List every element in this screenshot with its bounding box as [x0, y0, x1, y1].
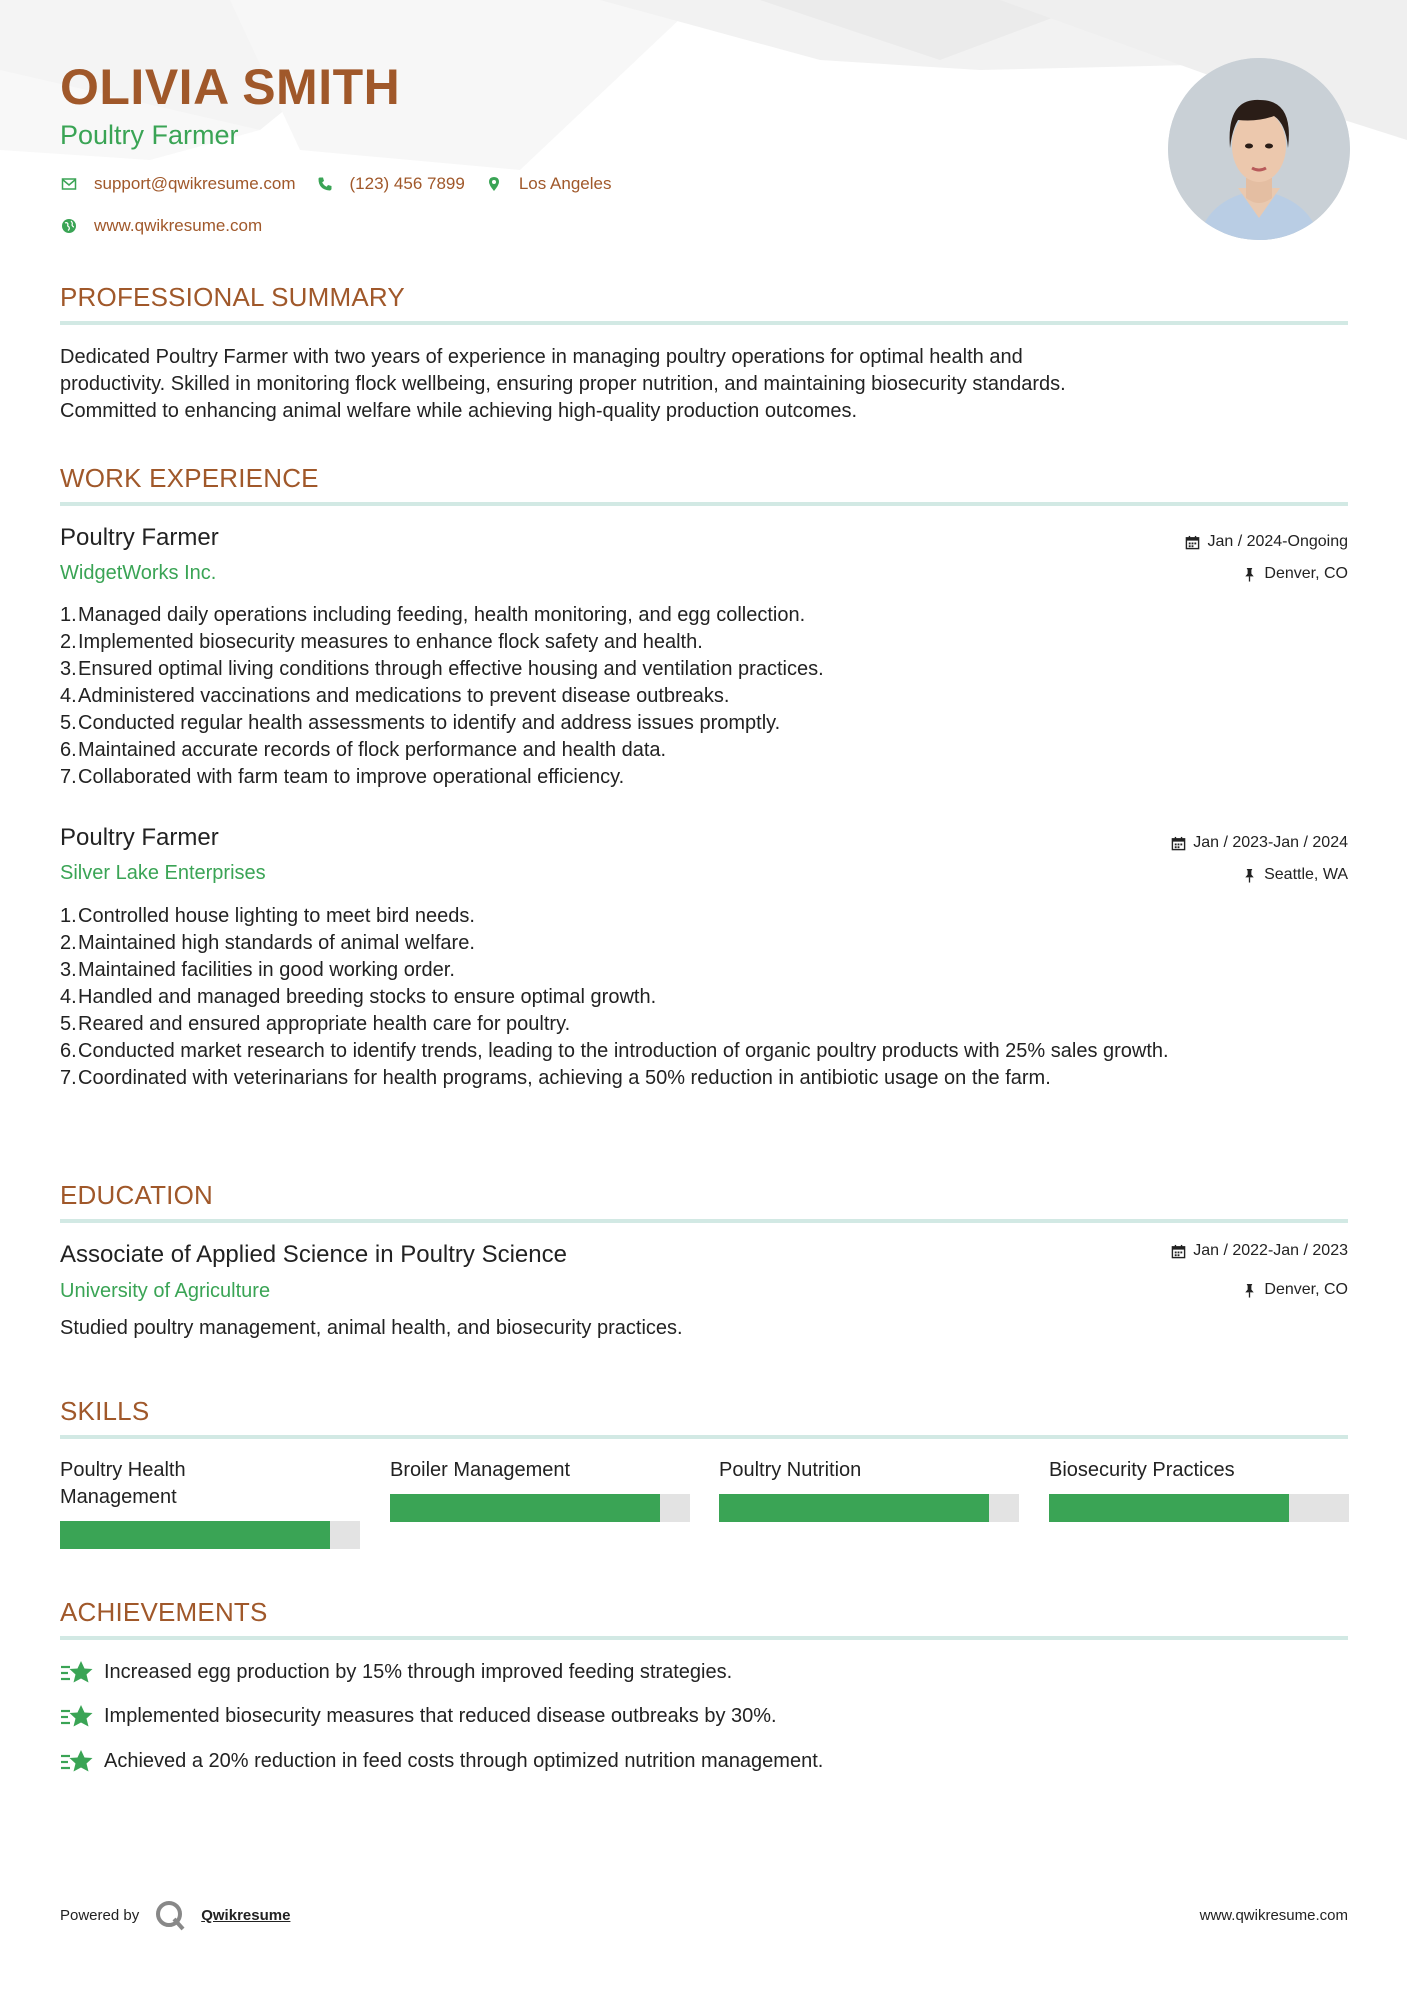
achievement-text: Increased egg production by 15% through improved feeding strategies.: [104, 1660, 733, 1683]
summary-divider: [60, 321, 1348, 325]
list-item: 4. Administered vaccinations and medications to prevent disease outbreaks.: [60, 685, 730, 707]
achievement-item: [60, 1703, 777, 1729]
job-dates: [1185, 533, 1348, 551]
contact-email[interactable]: [60, 174, 296, 194]
list-item: 7. Coordinated with veterinarians for health programs, achieving a 50% reduction in antibiotic usage on the farm.: [60, 1067, 1051, 1089]
job-title: Poultry Farmer: [60, 524, 219, 551]
job-dates-text: Jan / 2023-Jan / 2024: [1193, 834, 1348, 851]
skill-bar-fill: [1049, 1494, 1289, 1522]
email-text: support@qwikresume.com: [94, 174, 296, 193]
skill-label: Broiler Management: [390, 1459, 571, 1481]
list-item: 7. Collaborated with farm team to improve operational efficiency.: [60, 766, 625, 788]
list-item: 5. Conducted regular health assessments to identify and address issues promptly.: [60, 712, 781, 734]
star-icon: [60, 1659, 94, 1685]
list-item: 1. Managed daily operations including feeding, health monitoring, and egg collection.: [60, 604, 806, 626]
education-divider: [60, 1219, 1348, 1223]
skill-item: [60, 1457, 360, 1511]
list-item: 1. Controlled house lighting to meet bird needs.: [60, 905, 475, 927]
list-item: 3. Maintained facilities in good working order.: [60, 959, 455, 981]
phone-icon: [316, 175, 334, 193]
education-dates: [1171, 1242, 1348, 1260]
achievements-heading: ACHIEVEMENTS: [60, 1597, 268, 1627]
globe-icon: [60, 217, 78, 235]
website-row: [60, 216, 282, 236]
contact-phone[interactable]: [316, 174, 465, 194]
education-heading: EDUCATION: [60, 1180, 213, 1210]
website-text: www.qwikresume.com: [94, 216, 263, 235]
footer-website[interactable]: www.qwikresume.com: [1199, 1907, 1348, 1924]
skill-item: [719, 1457, 1019, 1484]
school-name: University of Agriculture: [60, 1280, 271, 1302]
job-location-text: Seattle, WA: [1264, 866, 1348, 883]
summary-heading: PROFESSIONAL SUMMARY: [60, 282, 405, 312]
skill-bar-fill: [719, 1494, 989, 1522]
footer-powered-by: [60, 1898, 290, 1932]
candidate-name: OLIVIA SMITH: [60, 59, 401, 115]
pushpin-icon: [1242, 868, 1257, 883]
location-text: Los Angeles: [518, 174, 612, 193]
calendar-icon: [1171, 836, 1186, 851]
job-location: [1242, 866, 1348, 884]
summary-line: Committed to enhancing animal welfare while achieving high-quality production outcomes.: [60, 400, 858, 422]
skill-bar-track: [390, 1494, 690, 1522]
education-location: [1242, 1281, 1348, 1299]
experience-heading: WORK EXPERIENCE: [60, 463, 319, 493]
job-title: Poultry Farmer: [60, 824, 219, 851]
summary-text: [60, 344, 1348, 425]
star-icon: [60, 1748, 94, 1774]
job-company: Silver Lake Enterprises: [60, 862, 266, 884]
job-location-text: Denver, CO: [1264, 565, 1348, 582]
calendar-icon: [1171, 1244, 1186, 1259]
pushpin-icon: [1242, 1283, 1257, 1298]
job-location: [1242, 565, 1348, 583]
list-item: 4. Handled and managed breeding stocks to ensure optimal growth.: [60, 986, 657, 1008]
map-pin-icon: [485, 175, 503, 193]
pushpin-icon: [1242, 567, 1257, 582]
skill-bar-fill: [390, 1494, 660, 1522]
achievement-item: [60, 1748, 823, 1774]
skill-item: [390, 1457, 690, 1484]
skill-label: Poultry Nutrition: [719, 1459, 862, 1481]
education-dates-text: Jan / 2022-Jan / 2023: [1193, 1242, 1348, 1259]
skill-label: Poultry Health Management: [60, 1459, 186, 1508]
skill-bar-track: [719, 1494, 1019, 1522]
skill-item: [1049, 1457, 1349, 1484]
degree-title: Associate of Applied Science in Poultry Science: [60, 1241, 567, 1268]
achievement-item: [60, 1659, 732, 1685]
summary-line: productivity. Skilled in monitoring flock wellbeing, ensuring proper nutrition, and maintaining biosecurity standards.: [60, 373, 1066, 395]
list-item: 2. Implemented biosecurity measures to enhance flock safety and health.: [60, 631, 703, 653]
envelope-icon: [60, 175, 78, 193]
candidate-title: Poultry Farmer: [60, 120, 239, 150]
skills-heading: SKILLS: [60, 1396, 150, 1426]
list-item: 5. Reared and ensured appropriate health care for poultry.: [60, 1013, 571, 1035]
skills-divider: [60, 1435, 1348, 1439]
powered-by-text: Powered by: [60, 1906, 140, 1924]
education-location-text: Denver, CO: [1264, 1281, 1348, 1298]
job-dates-text: Jan / 2024-Ongoing: [1207, 533, 1348, 550]
list-item: 6. Maintained accurate records of flock performance and health data.: [60, 739, 667, 761]
skill-bar-track: [1049, 1494, 1349, 1522]
qwikresume-logo-icon: [153, 1898, 187, 1932]
summary-line: Dedicated Poultry Farmer with two years of experience in managing poultry operations for optimal health and: [60, 346, 1023, 368]
contact-row: [60, 174, 631, 194]
job-company: WidgetWorks Inc.: [60, 562, 217, 584]
skill-bar-track: [60, 1521, 360, 1549]
achievements-divider: [60, 1636, 1348, 1640]
contact-website[interactable]: [60, 216, 262, 236]
list-item: 6. Conducted market research to identify trends, leading to the introduction of organic poultry products with 25% sales growth.: [60, 1040, 1169, 1062]
experience-divider: [60, 502, 1348, 506]
skill-bar-fill: [60, 1521, 330, 1549]
education-description: Studied poultry management, animal health, and biosecurity practices.: [60, 1317, 683, 1339]
achievement-text: Achieved a 20% reduction in feed costs through optimized nutrition management.: [104, 1749, 824, 1772]
job-bullets: [60, 903, 1348, 1092]
list-item: 2. Maintained high standards of animal welfare.: [60, 932, 475, 954]
star-icon: [60, 1703, 94, 1729]
achievement-text: Implemented biosecurity measures that reduced disease outbreaks by 30%.: [104, 1704, 777, 1727]
profile-photo: [1168, 58, 1350, 240]
job-bullets: [60, 602, 1348, 791]
contact-location: [485, 174, 612, 194]
job-dates: [1171, 834, 1348, 852]
phone-text: (123) 456 7899: [349, 174, 465, 193]
qwikresume-link[interactable]: Qwikresume: [201, 1906, 291, 1924]
skill-label: Biosecurity Practices: [1049, 1459, 1235, 1481]
calendar-icon: [1185, 535, 1200, 550]
list-item: 3. Ensured optimal living conditions through effective housing and ventilation practices.: [60, 658, 824, 680]
